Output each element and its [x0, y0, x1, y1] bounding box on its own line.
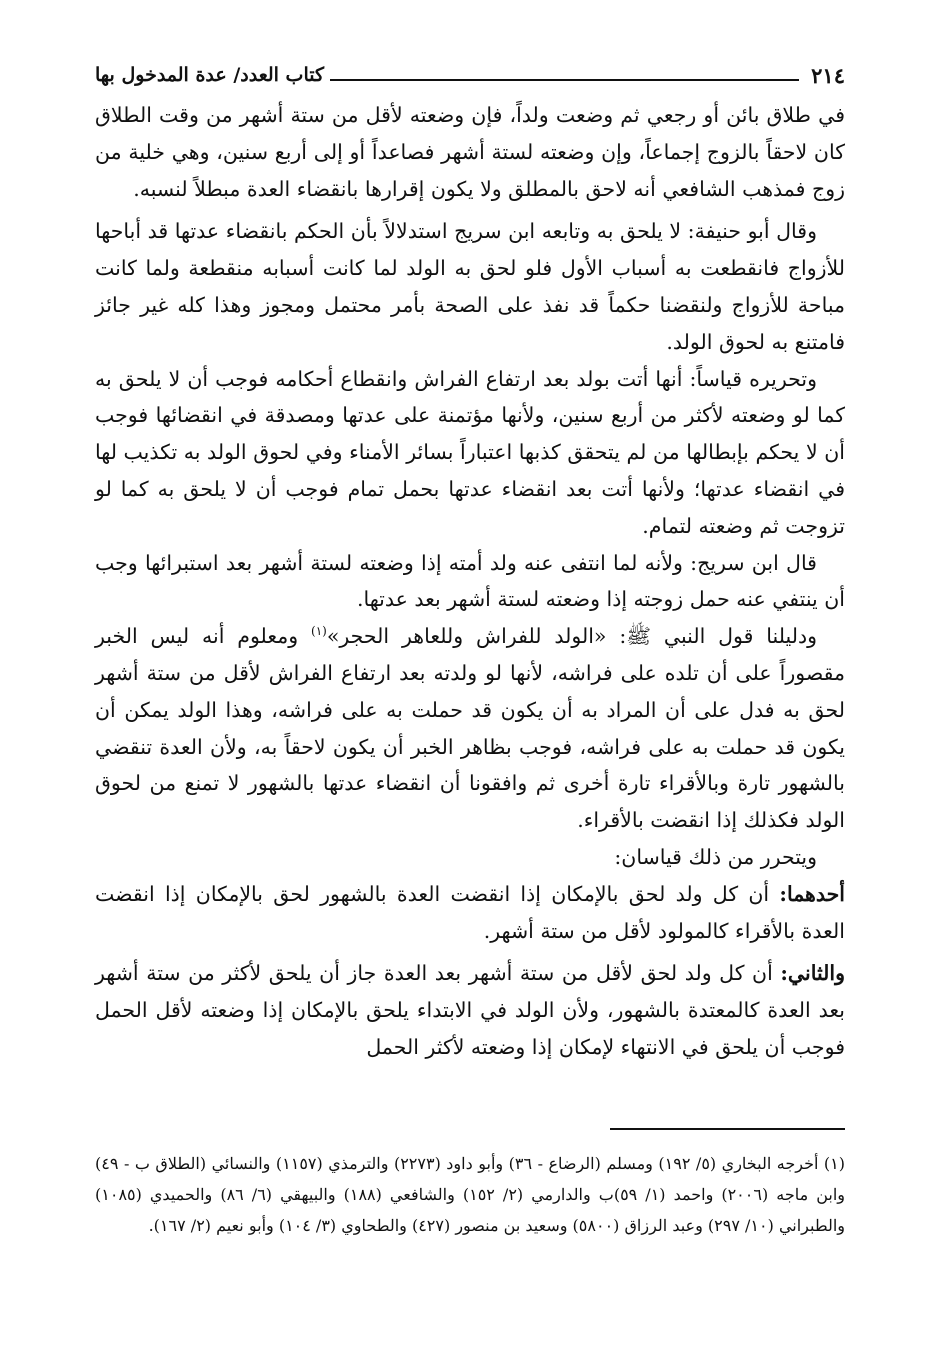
paragraph-3: وتحريره قياساً: أنها أتت بولد بعد ارتفاع الفراش وانقطاع أحكامه فوجب أن لا يلحق به كما لو وضعته لأكثر من أربع سنين، ولأنها مؤتمنة على عدتها ومصدقة في انقضائها فوجب أن لا يحكم بإبطالها من لم يتحقق كذبها اعتباراً بسائر الأمناء وفي لحوق الولد به تكذيب لها في انقضاء عدتها؛ ولأنها أتت بعد انقضاء عدتها بحمل تمام فوجب أن لا يلحق به كما لو تزوجت ثم وضعته لتمام. [95, 366, 845, 538]
paragraph-5-text-after: ومعلوم أنه ليس الخبر مقصوراً على أن تلده على فراشه، لأنها لو ولدته بعد ارتفاع الفراش لأقل من ستة أشهر لحق به فدل على أن المراد به أن يكون قد حملت به على فراشه، وهذا الولد يمكن أن يكون قد حملت به على فراشه، فوجب بظاهر الخبر أن يكون لاحقاً به، ولأن العدة تنقضي بالشهور تارة وبالأقراء تارة أخرى ثم وافقونا أن انقضاء عدتها بالشهور لا تمنع من لحوق الولد فكذلك إذا انقضت بالأقراء. [95, 624, 845, 833]
footnote-reference: (١) [311, 624, 327, 639]
page-header [95, 55, 845, 95]
paragraph-6: ويتحرر من ذلك قياسان: [614, 844, 817, 869]
paragraph-7 [95, 876, 845, 950]
paragraph-5-text-before: ودليلنا قول النبي ﷺ: «الولد للفراش وللعاهر الحجر» [326, 624, 817, 649]
paragraph-4: قال ابن سريج: ولأنه لما انتفى عنه ولد أمته إذا وضعته لستة أشهر بعد استبرائها وجب أن ينتفي عنه حمل زوجته إذا وضعته لستة أشهر بعد عدتها. [95, 550, 845, 612]
page [95, 55, 845, 1066]
footnote-divider [610, 1128, 845, 1130]
running-title: كتاب العدد/ عدة المدخول بها [95, 64, 325, 86]
main-text [95, 97, 845, 1066]
paragraph-8-label: والثاني: [780, 961, 845, 986]
footnote-1: (١) أخرجه البخاري (٥/ ١٩٢) ومسلم (الرضاع - ٣٦) وأبو داود (٢٢٧٣) والترمذي (١١٥٧) والنسائي (الطلاق ب - ٤٩) وابن ماجه (٢٠٠٦) واحمد (١/ ٥٩)ب والدارمي (٢/ ١٥٢) والشافعي (١٨٨) والبيهقي (٦/ ٨٦) والحميدي (١٠٨٥) والطبراني (١٠/ ٢٩٧) وعبد الرزاق (٥٨٠٠) وسعيد بن منصور (٤٢٧) والطحاوي (٣/ ١٠٤) وأبو نعيم (٢/ ١٦٧). [95, 1154, 845, 1235]
paragraph-2: وقال أبو حنيفة: لا يلحق به وتابعه ابن سريج استدلالاً بأن الحكم بانقضاء عدتها قد أباحها للأزواج فانقطعت به أسباب الأول فلو لحق به الولد لما كانت أسبابه منقطعة ولما كانت مباحة للأزواج ولنقضنا حكماً قد نفذ على الصحة بأمر محتمل ومجوز وهذا كله غير جائز فامتنع به لحوق الولد. [95, 219, 845, 354]
paragraph-5 [95, 618, 845, 839]
paragraph-8-text: أن كل ولد لحق لأقل من ستة أشهر بعد العدة جاز أن يلحق لأكثر من ستة أشهر بعد العدة كالمعتدة بالشهور، ولأن الولد في الابتداء يلحق بالإمكان إذا وضعته لأقل الحمل فوجب أن يلحق في الانتهاء لإمكان إذا وضعته لأكثر الحمل [95, 961, 845, 1059]
footnotes [95, 1148, 845, 1241]
header-rule [330, 79, 799, 81]
paragraph-8 [95, 955, 845, 1065]
page-number: ٢١٤ [811, 62, 845, 88]
paragraph-7-text: أن كل ولد لحق بالإمكان إذا انقضت العدة بالشهور لحق بالإمكان إذا انقضت العدة بالأقراء كالمولود لأقل من ستة أشهر. [95, 881, 845, 943]
paragraph-7-label: أحدهما: [779, 881, 845, 906]
paragraph-1: في طلاق بائن أو رجعي ثم وضعت ولداً، فإن وضعته لأقل من ستة أشهر من وقت الطلاق كان لاحقاً بالزوج إجماعاً، وإن وضعته لستة أشهر فصاعداً أو إلى أربع سنين، وهي خلية من زوج فمذهب الشافعي أنه لاحق بالمطلق ولا يكون إقرارها بانقضاء العدة مبطلاً لنسبه. [95, 103, 845, 201]
